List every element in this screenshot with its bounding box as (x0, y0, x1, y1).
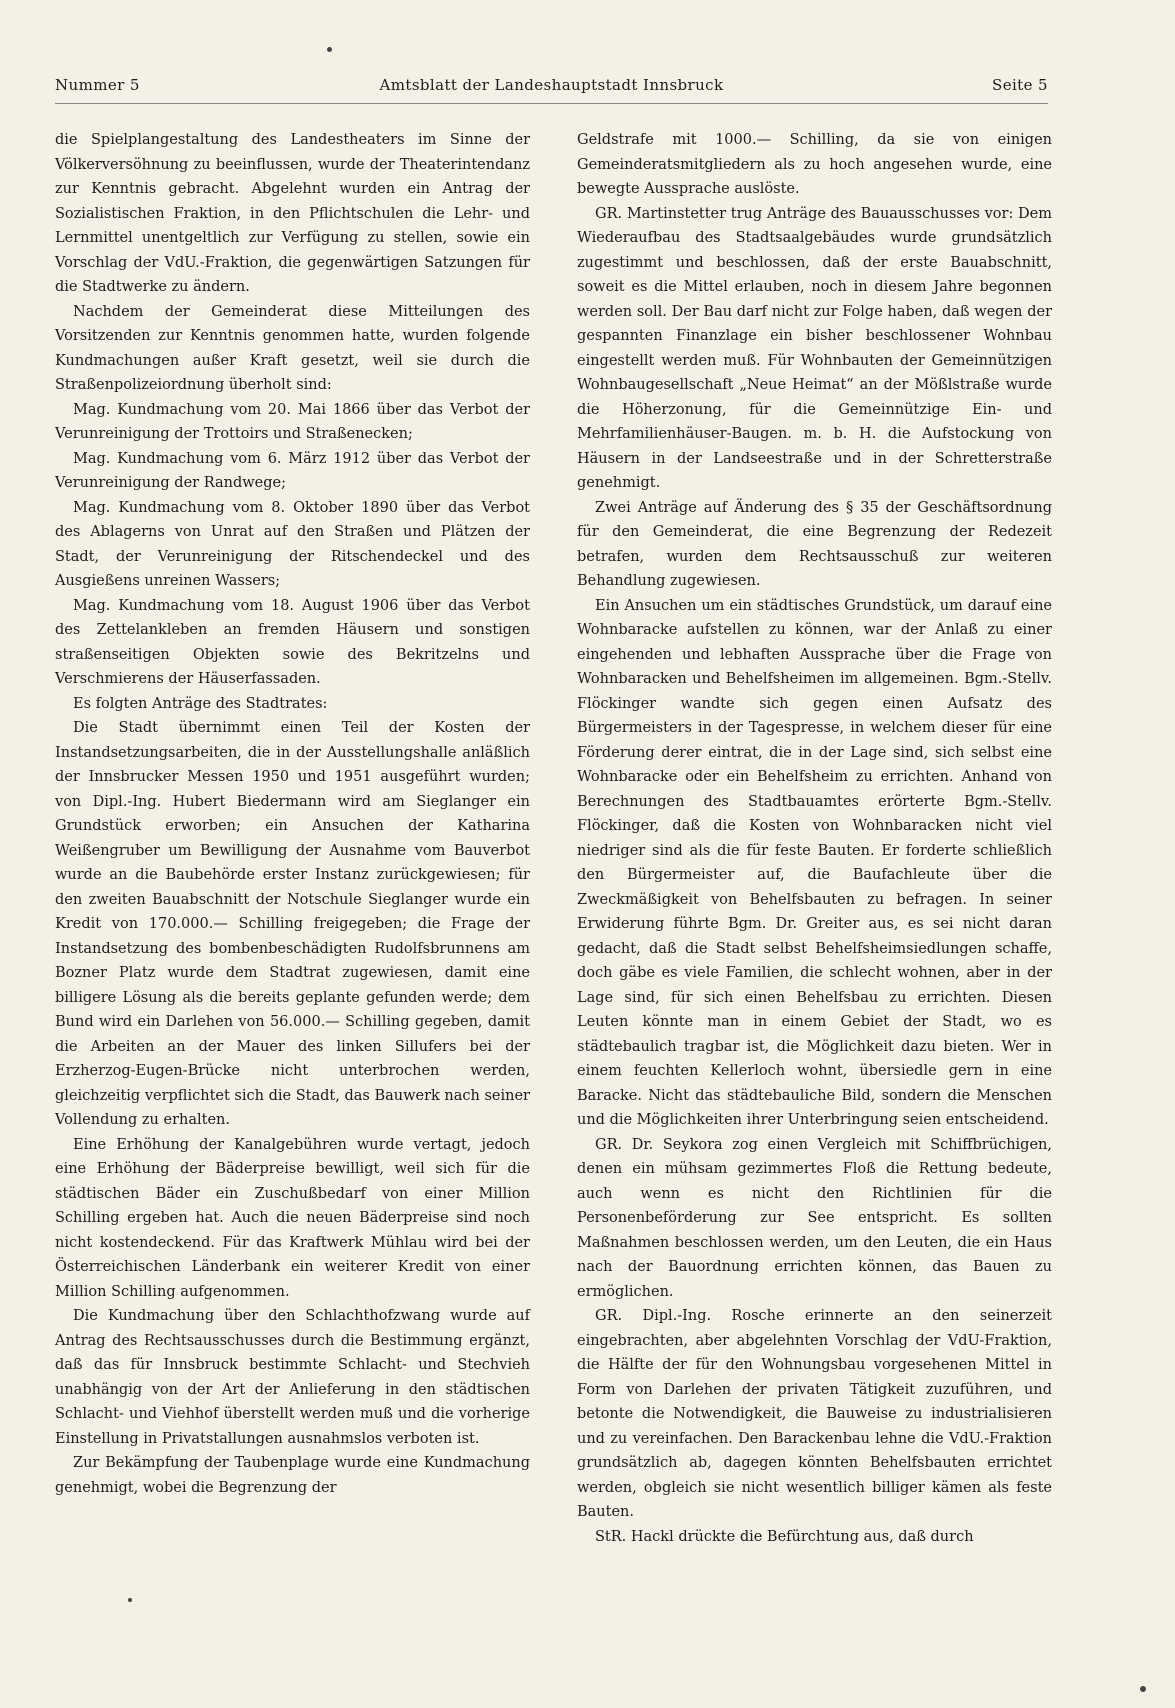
paragraph: Ein Ansuchen um ein städtisches Grundstück, um darauf eine Wohnbaracke aufstellen zu können, war der Anlaß zu einer eingehenden und lebhaften Aussprache über die Frage von Wohnbaracken und Behelfsheimen im allgemeinen. Bgm.-Stellv. Flöckinger wandte sich gegen einen Aufsatz des Bürgermeisters in der Tagespresse, in welchem dieser für eine Förderung derer eintrat, die in der Lage sind, sich selbst eine Wohnbaracke oder ein Behelfsheim zu errichten. Anhand von Berechnungen des Stadtbauamtes erörterte Bgm.-Stellv. Flöckinger, daß die Kosten von Wohnbaracken nicht viel niedriger sind als die für feste Bauten. Er forderte schließlich den Bürgermeister auf, die Baufachleute über die Zweckmäßigkeit von Behelfsbauten zu befragen. In seiner Erwiderung führte Bgm. Dr. Greiter aus, es sei nicht daran gedacht, daß die Stadt selbst Behelfsheimsiedlungen schaffe, doch gäbe es viele Familien, die schlecht wohnen, aber in der Lage sind, für sich einen Behelfsbau zu errichten. Diesen Leuten könnte man in einem Gebiet der Stadt, wo es städtebaulich tragbar ist, die Möglichkeit dazu bieten. Wer in einem feuchten Kellerloch wohnt, übersiedle gern in eine Baracke. Nicht das städtebauliche Bild, sondern die Menschen und die Möglichkeiten ihrer Unterbringung seien entscheidend. (577, 597, 1052, 1128)
paragraph: Geldstrafe mit 1000.— Schilling, da sie von einigen Gemeinderatsmitgliedern als zu hoch angesehen wurde, eine bewegte Aussprache auslöste. (577, 132, 1052, 197)
paragraph: GR. Dr. Seykora zog einen Vergleich mit Schiffbrüchigen, denen ein mühsam gezimmertes Floß die Rettung bedeute, auch wenn es nicht den Richtlinien für die Personenbeförderung zur See entspricht. Es sollten Maßnahmen beschlossen werden, um den Leuten, die ein Haus nach der Bauordnung errichten können, das Bauen zu ermöglichen. (577, 1136, 1052, 1300)
paragraph: die Spielplangestaltung des Landestheaters im Sinne der Völkerversöhnung zu beeinflussen, wurde der Theaterintendanz zur Kenntnis gebracht. Abgelehnt wurden ein Antrag der Sozialistischen Fraktion, in den Pflichtschulen die Lehr- und Lernmittel unentgeltlich zur Verfügung zu stellen, sowie ein Vorschlag der VdU.-Fraktion, die gegenwärtigen Satzungen für die Stadtwerke zu ändern. (55, 132, 530, 295)
publication-title: Amtsblatt der Landeshauptstadt Innsbruck (379, 76, 724, 94)
paragraph: Zur Bekämpfung der Taubenplage wurde eine Kundmachung genehmigt, wobei die Begrenzung der (55, 1455, 530, 1496)
paragraph: Mag. Kundmachung vom 6. März 1912 über das Verbot der Verunreinigung der Randwege; (55, 450, 530, 491)
paragraph: GR. Dipl.-Ing. Rosche erinnerte an den seinerzeit eingebrachten, aber abgelehnten Vorschlag der VdU-Fraktion, die Hälfte der für den Wohnungsbau vorgesehenen Mittel in Form von Darlehen der privaten Tätigkeit zuzuführen, und betonte die Notwendigkeit, die Bauweise zu industrialisieren und zu vereinfachen. Den Barackenbau lehne die VdU.-Fraktion grundsätzlich ab, dagegen könnten Behelfsbauten errichtet werden, obgleich sie nicht wesentlich billiger kämen als feste Bauten. (577, 1308, 1052, 1520)
print-speck (327, 47, 332, 52)
paragraph: Mag. Kundmachung vom 20. Mai 1866 über das Verbot der Verunreinigung der Trottoirs und Straßenecken; (55, 401, 530, 442)
page-number: Seite 5 (992, 76, 1048, 94)
print-speck (1140, 1686, 1146, 1692)
issue-number: Nummer 5 (55, 76, 140, 94)
header-rule (55, 103, 1048, 104)
paragraph: Mag. Kundmachung vom 8. Oktober 1890 über das Verbot des Ablagerns von Unrat auf den Straßen und Plätzen der Stadt, der Verunreinigung der Ritschendeckel und des Ausgießens unreinen Wassers; (55, 499, 530, 589)
paragraph: Die Kundmachung über den Schlachthofzwang wurde auf Antrag des Rechtsausschusses durch die Bestimmung ergänzt, daß das für Innsbruck bestimmte Schlacht- und Stechvieh unabhängig von der Art der Anlieferung in den städtischen Schlacht- und Viehhof überstellt werden muß und die vorherige Einstellung in Privatstallungen ausnahmslos verboten ist. (55, 1308, 530, 1447)
paragraph: Mag. Kundmachung vom 18. August 1906 über das Verbot des Zettelankleben an fremden Häusern und sonstigen straßenseitigen Objekten sowie des Bekritzelns und Verschmierens der Häuserfassaden. (55, 597, 530, 687)
paragraph: Die Stadt übernimmt einen Teil der Kosten der Instandsetzungsarbeiten, die in der Ausstellungshalle anläßlich der Innsbrucker Messen 1950 und 1951 ausgeführt wurden; von Dipl.-Ing. Hubert Biedermann wird am Sieglanger ein Grundstück erworben; ein Ansuchen der Katharina Weißengruber um Bewilligung der Ausnahme vom Bauverbot wurde an die Baubehörde erster Instanz zurückgewiesen; für den zweiten Bauabschnitt der Notschule Sieglanger wurde ein Kredit von 170.000.— Schilling freigegeben; die Frage der Instandsetzung des bombenbeschädigten Rudolfsbrunnens am Bozner Platz wurde dem Stadtrat zugewiesen, damit eine billigere Lösung als die bereits geplante gefunden werde; dem Bund wird ein Darlehen von 56.000.— Schilling gegeben, damit die Arbeiten an der Mauer des linken Sillufers bei der Erzherzog-Eugen-Brücke nicht unterbrochen werden, gleichzeitig verpflichtet sich die Stadt, das Bauwerk nach seiner Vollendung zu erhalten. (55, 720, 530, 1128)
paragraph: Zwei Anträge auf Änderung des § 35 der Geschäftsordnung für den Gemeinderat, die eine Begrenzung der Redezeit betrafen, wurden dem Rechtsausschuß zur weiteren Behandlung zugewiesen. (577, 499, 1052, 589)
paragraph: StR. Hackl drückte die Befürchtung aus, daß durch (595, 1528, 974, 1545)
left-column (55, 128, 530, 1500)
print-speck (128, 1598, 132, 1602)
paragraph: Es folgten Anträge des Stadtrates: (73, 695, 328, 712)
paragraph: Nachdem der Gemeinderat diese Mitteilungen des Vorsitzenden zur Kenntnis genommen hatte, wurden folgende Kundmachungen außer Kraft gesetzt, weil sie durch die Straßenpolizeiordnung überholt sind: (55, 303, 530, 393)
paragraph: Eine Erhöhung der Kanalgebühren wurde vertagt, jedoch eine Erhöhung der Bäderpreise bewilligt, weil sich für die städtischen Bäder ein Zuschußbedarf von einer Million Schilling ergeben hat. Auch die neuen Bäderpreise sind noch nicht kostendeckend. Für das Kraftwerk Mühlau wird bei der Österreichischen Länderbank ein weiterer Kredit von einer Million Schilling aufgenommen. (55, 1136, 530, 1300)
right-column (577, 128, 1052, 1549)
paragraph: GR. Martinstetter trug Anträge des Bauausschusses vor: Dem Wiederaufbau des Stadtsaalgebäudes wurde grundsätzlich zugestimmt und beschlossen, daß der erste Bauabschnitt, soweit es die Mittel erlauben, noch in diesem Jahre begonnen werden soll. Der Bau darf nicht zur Folge haben, daß wegen der gespannten Finanzlage ein bisher beschlossener Wohnbau eingestellt werden muß. Für Wohnbauten der Gemeinnützigen Wohnbaugesellschaft „Neue Heimat“ an der Mößlstraße wurde die Höherzonung, für die Gemeinnützige Ein- und Mehrfamilienhäuser-Baugen. m. b. H. die Aufstockung von Häusern in der Landseestraße und in der Schretterstraße genehmigt. (577, 205, 1052, 491)
page-header (55, 76, 1048, 98)
